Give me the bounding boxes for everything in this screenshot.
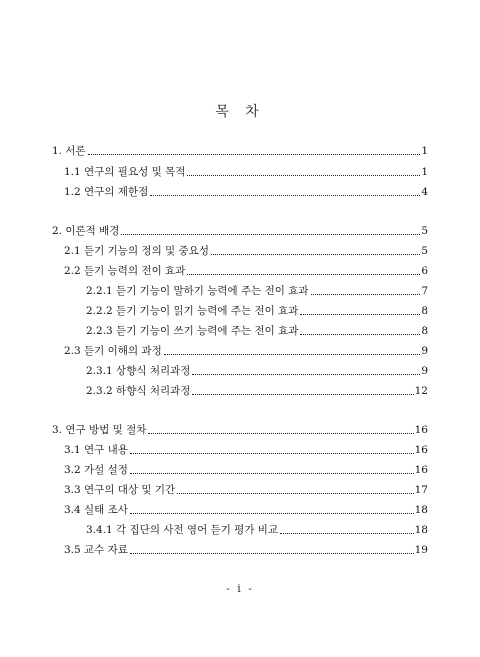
dot-leader bbox=[300, 314, 420, 315]
toc-entry-page: 17 bbox=[414, 484, 428, 496]
toc-entry-label: 3.5 교수 자료 bbox=[64, 544, 128, 556]
toc-entry-label: 2.2.1 듣기 기능이 말하기 능력에 주는 전이 효과 bbox=[86, 285, 309, 297]
toc-entry-2-3[interactable] bbox=[64, 342, 428, 358]
dot-leader bbox=[211, 254, 420, 255]
toc-entry-page: 6 bbox=[421, 265, 428, 277]
toc-entry-label: 2.3.1 상향식 처리과정 bbox=[86, 365, 191, 377]
toc-entry-label: 2. 이론적 배경 bbox=[52, 225, 120, 237]
toc-entry-2-2-3[interactable] bbox=[86, 322, 428, 338]
toc-entry-label: 3.4.1 각 집단의 사전 영어 듣기 평가 비교 bbox=[86, 524, 279, 536]
toc-entry-1-2[interactable] bbox=[64, 183, 428, 199]
toc-entry-label: 2.2.2 듣기 기능이 읽기 능력에 주는 전이 효과 bbox=[86, 305, 299, 317]
toc-entry-label: 3.2 가설 설정 bbox=[64, 464, 128, 476]
toc-entry-3-3[interactable] bbox=[64, 481, 428, 497]
toc-entry-page: 16 bbox=[414, 424, 428, 436]
toc-entry-2-2-2[interactable] bbox=[86, 302, 428, 318]
dot-leader bbox=[130, 453, 414, 454]
dot-leader bbox=[192, 394, 413, 395]
toc-entry-label: 1. 서론 bbox=[52, 145, 86, 157]
toc-entry-label: 1.1 연구의 필요성 및 목적 bbox=[64, 166, 186, 178]
page-title: 목 차 bbox=[215, 104, 265, 120]
dot-leader bbox=[130, 553, 414, 554]
dot-leader bbox=[130, 513, 414, 514]
dot-leader bbox=[311, 294, 421, 295]
toc-entry-3-2[interactable] bbox=[64, 461, 428, 477]
toc-entry-page: 8 bbox=[421, 305, 428, 317]
dot-leader bbox=[187, 274, 420, 275]
dot-leader bbox=[187, 175, 420, 176]
dot-leader bbox=[150, 195, 420, 196]
toc-entry-page: 5 bbox=[421, 245, 428, 257]
toc-entry-page: 1 bbox=[421, 145, 428, 157]
dot-leader bbox=[121, 234, 420, 235]
toc-entry-page: 1 bbox=[421, 166, 428, 178]
toc-entry-page: 16 bbox=[414, 444, 428, 456]
toc-entry-page: 4 bbox=[421, 186, 428, 198]
toc-entry-2-2-1[interactable] bbox=[86, 282, 428, 298]
toc-entry-page: 7 bbox=[421, 285, 428, 297]
toc-entry-label: 2.2 듣기 능력의 전이 효과 bbox=[64, 265, 186, 277]
toc-entry-label: 1.2 연구의 제한점 bbox=[64, 186, 149, 198]
toc-entry-2-2[interactable] bbox=[64, 262, 428, 278]
toc-entry-page: 5 bbox=[421, 225, 428, 237]
toc-entry-page: 18 bbox=[414, 524, 428, 536]
toc-entry-page: 9 bbox=[421, 365, 428, 377]
dot-leader bbox=[164, 354, 421, 355]
dot-leader bbox=[192, 374, 420, 375]
toc-entry-2[interactable] bbox=[52, 222, 428, 238]
toc-entry-1-1[interactable] bbox=[64, 163, 428, 179]
dot-leader bbox=[280, 533, 414, 534]
toc-entry-2-3-1[interactable] bbox=[86, 362, 428, 378]
toc-entry-label: 3. 연구 방법 및 절차 bbox=[52, 424, 147, 436]
toc-entry-3[interactable] bbox=[52, 421, 428, 437]
dot-leader bbox=[177, 493, 413, 494]
dot-leader bbox=[88, 154, 421, 155]
toc-entry-page: 8 bbox=[421, 325, 428, 337]
toc-entry-3-4[interactable] bbox=[64, 501, 428, 517]
toc-entry-2-3-2[interactable] bbox=[86, 382, 428, 398]
toc-entry-page: 9 bbox=[421, 345, 428, 357]
toc-entry-label: 2.3 듣기 이해의 과정 bbox=[64, 345, 162, 357]
toc-entry-label: 2.3.2 하향식 처리과정 bbox=[86, 385, 191, 397]
toc-entry-3-5[interactable] bbox=[64, 541, 428, 557]
dot-leader bbox=[130, 473, 414, 474]
toc-entry-1[interactable] bbox=[52, 142, 428, 158]
page-number-footer: - i - bbox=[226, 582, 254, 595]
toc-entry-3-1[interactable] bbox=[64, 441, 428, 457]
toc-entry-page: 19 bbox=[414, 544, 428, 556]
toc-entry-page: 12 bbox=[414, 385, 428, 397]
toc-entry-label: 2.1 듣기 기능의 정의 및 중요성 bbox=[64, 245, 209, 257]
dot-leader bbox=[300, 334, 420, 335]
toc-entry-label: 3.4 실태 조사 bbox=[64, 504, 128, 516]
toc-entry-page: 16 bbox=[414, 464, 428, 476]
toc-entry-label: 2.2.3 듣기 기능이 쓰기 능력에 주는 전이 효과 bbox=[86, 325, 299, 337]
toc-entry-label: 3.1 연구 내용 bbox=[64, 444, 128, 456]
dot-leader bbox=[148, 433, 413, 434]
toc-entry-label: 3.3 연구의 대상 및 기간 bbox=[64, 484, 176, 496]
toc-entry-2-1[interactable] bbox=[64, 242, 428, 258]
toc-entry-page: 18 bbox=[414, 504, 428, 516]
toc-entry-3-4-1[interactable] bbox=[86, 521, 428, 537]
